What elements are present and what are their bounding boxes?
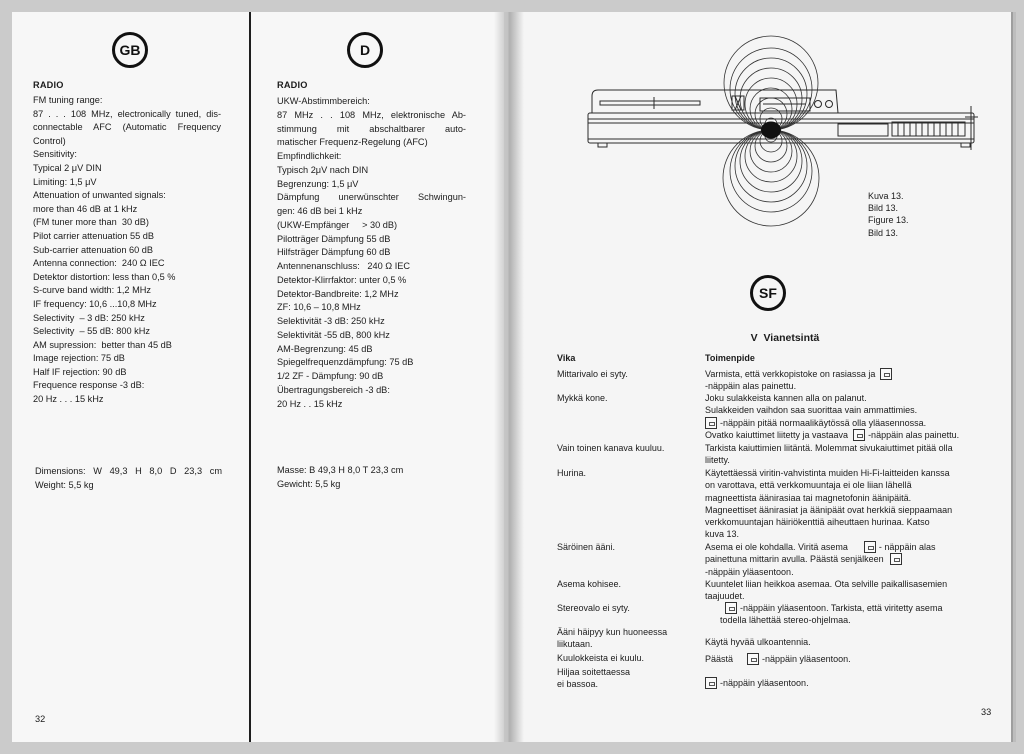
action-line: Kuuntelet liian heikkoa asemaa. Ota selville paikallisasemien	[705, 579, 948, 589]
problem-cell	[557, 392, 608, 404]
problem-line: Ääni häipyy kun huoneessa	[557, 627, 668, 637]
action-line	[705, 417, 959, 429]
problem-line: Mittarivalo ei syty.	[557, 369, 628, 379]
action-cell	[705, 636, 811, 648]
spec-line: Antenna connection: 240 Ω IEC	[33, 258, 165, 269]
spec-line: AM supression: better than 45 dB	[33, 339, 172, 350]
action-cell	[705, 578, 947, 603]
spec-line: Pilot carrier attenuation 55 dB	[33, 230, 155, 241]
action-line: Sulakkeiden vaihdon saa suorittaa vain ammattimies.	[705, 405, 918, 416]
problem-cell	[557, 578, 621, 590]
spec-line: 20 Hz . . 15 kHz	[277, 398, 343, 409]
spec-line: Detektor distortion: less than 0,5 %	[33, 271, 176, 282]
spec-line: Begrenzung: 1,5 μV	[277, 178, 359, 189]
spec-line: Antennenanschluss: 240 Ω IEC	[277, 261, 411, 271]
problem-line: Asema kohisee.	[557, 579, 622, 589]
problem-cell	[557, 368, 628, 380]
action-line	[705, 553, 935, 565]
spec-list-gb	[33, 94, 221, 407]
mains-key-icon	[880, 368, 892, 380]
action-cell	[705, 602, 942, 627]
spec-line: Dämpfung unerwünschter Schwingun-	[277, 192, 466, 203]
language-badge-gb: GB	[112, 32, 148, 68]
action-line: magneettista äänirasiaa tai magnetofonin äänipäitä.	[705, 492, 912, 503]
spec-line: Pilotträger Dämpfung 55 dB	[277, 233, 391, 244]
action-line	[705, 653, 851, 665]
spec-line: S-curve band width: 1,2 MHz	[33, 285, 151, 296]
action-line: Käytä hyvää ulkoantennia.	[705, 637, 811, 647]
action-line: taajuudet.	[705, 591, 745, 602]
action-text: -näppäin pitää normaalikäytössä olla yläasennossa.	[720, 417, 927, 428]
action-line	[705, 429, 959, 441]
page-number-right: 33	[981, 707, 992, 717]
problem-cell	[557, 442, 664, 454]
spec-line: (FM tuner more than 30 dB)	[33, 217, 149, 228]
problem-line: Mykkä kone.	[557, 393, 608, 403]
spec-line: Limiting: 1,5 μV	[33, 176, 97, 187]
problem-line: Säröinen ääni.	[557, 542, 616, 552]
transformer-dot	[761, 122, 781, 139]
spec-line: Control)	[33, 135, 66, 146]
spec-line: Empfindlichkeit:	[277, 151, 342, 161]
spec-line: 87 . . . 108 MHz, electronically tuned, dis-	[33, 108, 221, 119]
spec-line: Übertragungsbereich -3 dB:	[277, 384, 390, 395]
problem-line: Vain toinen kanava kuuluu.	[557, 443, 665, 453]
action-line: -näppäin alas painettu.	[705, 381, 797, 392]
spec-line: Spiegelfrequenzdämpfung: 75 dB	[277, 357, 414, 368]
problem-cell	[557, 541, 615, 553]
action-line: verkkomuuntajan häiriökenttiä aiheuttaen hurinaa. Katso	[705, 517, 930, 528]
page-fold	[494, 12, 524, 742]
spec-line: Typisch 2μV nach DIN	[277, 164, 369, 175]
caption-line: Figure 13.	[868, 215, 909, 226]
action-text: Ovatko kaiuttimet liitetty ja vastaava	[705, 429, 849, 440]
spec-line: Selectivity – 3 dB: 250 kHz	[33, 312, 145, 323]
action-text: -näppäin yläasentoon. Tarkista, että viritetty asema	[740, 603, 943, 613]
problem-cell	[557, 652, 644, 664]
action-cell	[705, 392, 959, 441]
action-cell	[705, 442, 953, 467]
spec-line: Selectivity – 55 dB: 800 kHz	[33, 326, 150, 337]
action-line: Käytettäessä viritin-vahvistinta muiden Hi-Fi-laitteiden kanssa	[705, 468, 950, 478]
action-text: painettuna mittarin avulla. Päästä senjälkeen	[705, 554, 884, 565]
spec-line: Image rejection: 75 dB	[33, 353, 125, 364]
column-header-action: Toimenpide	[705, 353, 755, 363]
spec-line: Selektivität -55 dB, 800 kHz	[277, 329, 390, 340]
spec-line: Sensitivity:	[33, 149, 77, 160]
language-badge-sf: SF	[750, 275, 786, 311]
dimensions-line: Masse: B 49,3 H 8,0 T 23,3 cm	[277, 465, 404, 475]
spec-line: 87 MHz . . 108 MHz, elektronische Ab-	[277, 109, 466, 120]
spec-line: matischer Frequenz-Regelung (AFC)	[277, 137, 428, 148]
section-heading-radio: RADIO	[277, 80, 308, 90]
action-cell	[705, 368, 895, 393]
afc-key-icon	[864, 541, 876, 553]
action-line: liitetty.	[705, 455, 730, 466]
spec-line: FM tuning range:	[33, 95, 103, 105]
spec-line: more than 46 dB at 1 kHz	[33, 203, 138, 214]
figure-caption	[868, 190, 909, 239]
problem-cell	[557, 666, 630, 691]
action-text: Varmista, että verkkopistoke on rasiassa ja	[705, 369, 876, 379]
action-text: -näppäin yläasentoon.	[720, 678, 809, 688]
action-line: Magneettiset äänirasiat ja äänipäät ovat herkkiä sieppaamaan	[705, 504, 953, 515]
receiver-illustration	[580, 26, 985, 236]
action-text: Päästä	[705, 654, 734, 664]
spec-list-d	[277, 95, 466, 411]
action-line	[705, 541, 935, 553]
caption-line: Bild 13.	[868, 203, 899, 214]
spec-line: ZF: 10,6 – 10,8 MHz	[277, 302, 361, 313]
problem-line: liikutaan.	[557, 639, 593, 650]
action-cell	[705, 653, 851, 665]
action-line: on varottava, että verkkomuuntaja ei ole liian lähellä	[705, 480, 912, 491]
problem-line: Hiljaa soitettaessa	[557, 667, 631, 677]
action-line: todella lähettää stereo-ohjelmaa.	[720, 615, 851, 626]
problem-cell	[557, 626, 667, 651]
dimensions-d	[277, 463, 466, 491]
column-header-problem: Vika	[557, 353, 576, 363]
action-line: Joku sulakkeista kannen alla on palanut.	[705, 393, 867, 403]
spec-line: gen: 46 dB bei 1 kHz	[277, 206, 363, 216]
headphone-key-icon	[747, 653, 759, 665]
spec-line: Sub-carrier attenuation 60 dB	[33, 244, 154, 255]
spec-line: Selektivität -3 dB: 250 kHz	[277, 316, 385, 326]
problem-cell	[557, 467, 586, 479]
spec-line: connectable AFC (Automatic Frequency	[33, 122, 221, 133]
loudness-key-icon	[705, 677, 717, 689]
mute-key-icon	[705, 417, 717, 429]
caption-line: Kuva 13.	[868, 191, 904, 201]
problem-cell	[557, 602, 630, 614]
action-text: - näppäin alas	[878, 542, 936, 552]
spec-line: stimmung mit abschaltbarer auto-	[277, 123, 466, 134]
afc-key-icon	[890, 553, 902, 565]
action-line: Tarkista kaiuttimien liitäntä. Molemmat sivukaiuttimet pitää olla	[705, 443, 953, 453]
spec-line: Half IF rejection: 90 dB	[33, 366, 127, 377]
spec-line: Frequence response -3 dB:	[33, 380, 145, 391]
section-title: V Vianetsintä	[750, 332, 820, 344]
action-line	[705, 602, 942, 614]
action-cell	[705, 541, 935, 578]
action-text: -näppäin alas painettu.	[868, 429, 960, 440]
problem-line: Kuulokkeista ei kuulu.	[557, 653, 645, 663]
spec-line: (UKW-Empfänger > 30 dB)	[277, 219, 398, 230]
action-line	[705, 368, 895, 380]
spec-line: IF frequency: 10,6 ...10,8 MHz	[33, 298, 157, 309]
spec-line: Hilfsträger Dämpfung 60 dB	[277, 247, 391, 258]
mono-key-icon	[725, 602, 737, 614]
action-line: kuva 13.	[705, 529, 740, 540]
spec-line: Detektor-Bandbreite: 1,2 MHz	[277, 288, 399, 299]
speaker-key-icon	[853, 429, 865, 441]
spec-line: Typical 2 μV DIN	[33, 162, 102, 173]
action-line: -näppäin yläasentoon.	[705, 566, 794, 577]
page-number-left: 32	[35, 714, 46, 724]
caption-line: Bild 13.	[868, 227, 899, 238]
spec-line: AM-Begrenzung: 45 dB	[277, 343, 373, 354]
spec-line: Attenuation of unwanted signals:	[33, 190, 166, 201]
spec-line: 20 Hz . . . 15 kHz	[33, 394, 104, 405]
column-divider	[249, 12, 251, 742]
section-heading-radio: RADIO	[33, 80, 64, 90]
action-line	[705, 677, 809, 689]
dimensions-gb	[35, 464, 222, 492]
spec-line: 1/2 ZF - Dämpfung: 90 dB	[277, 371, 384, 381]
weight-line: Gewicht: 5,5 kg	[277, 479, 341, 489]
dimensions-line: Dimensions: W 49,3 H 8,0 D 23,3 cm	[35, 466, 222, 476]
problem-line: ei bassoa.	[557, 679, 599, 690]
spec-line: UKW-Abstimmbereich:	[277, 96, 370, 106]
language-badge-d: D	[347, 32, 383, 68]
action-text: -näppäin yläasentoon.	[762, 654, 851, 664]
action-cell	[705, 467, 952, 541]
problem-line: Stereovalo ei syty.	[557, 603, 630, 613]
problem-line: Hurina.	[557, 468, 587, 478]
action-cell	[705, 677, 809, 689]
weight-line: Weight: 5,5 kg	[35, 480, 94, 490]
action-text: Asema ei ole kohdalla. Viritä asema	[705, 542, 848, 552]
spec-line: Detektor-Klirrfaktor: unter 0,5 %	[277, 274, 407, 285]
